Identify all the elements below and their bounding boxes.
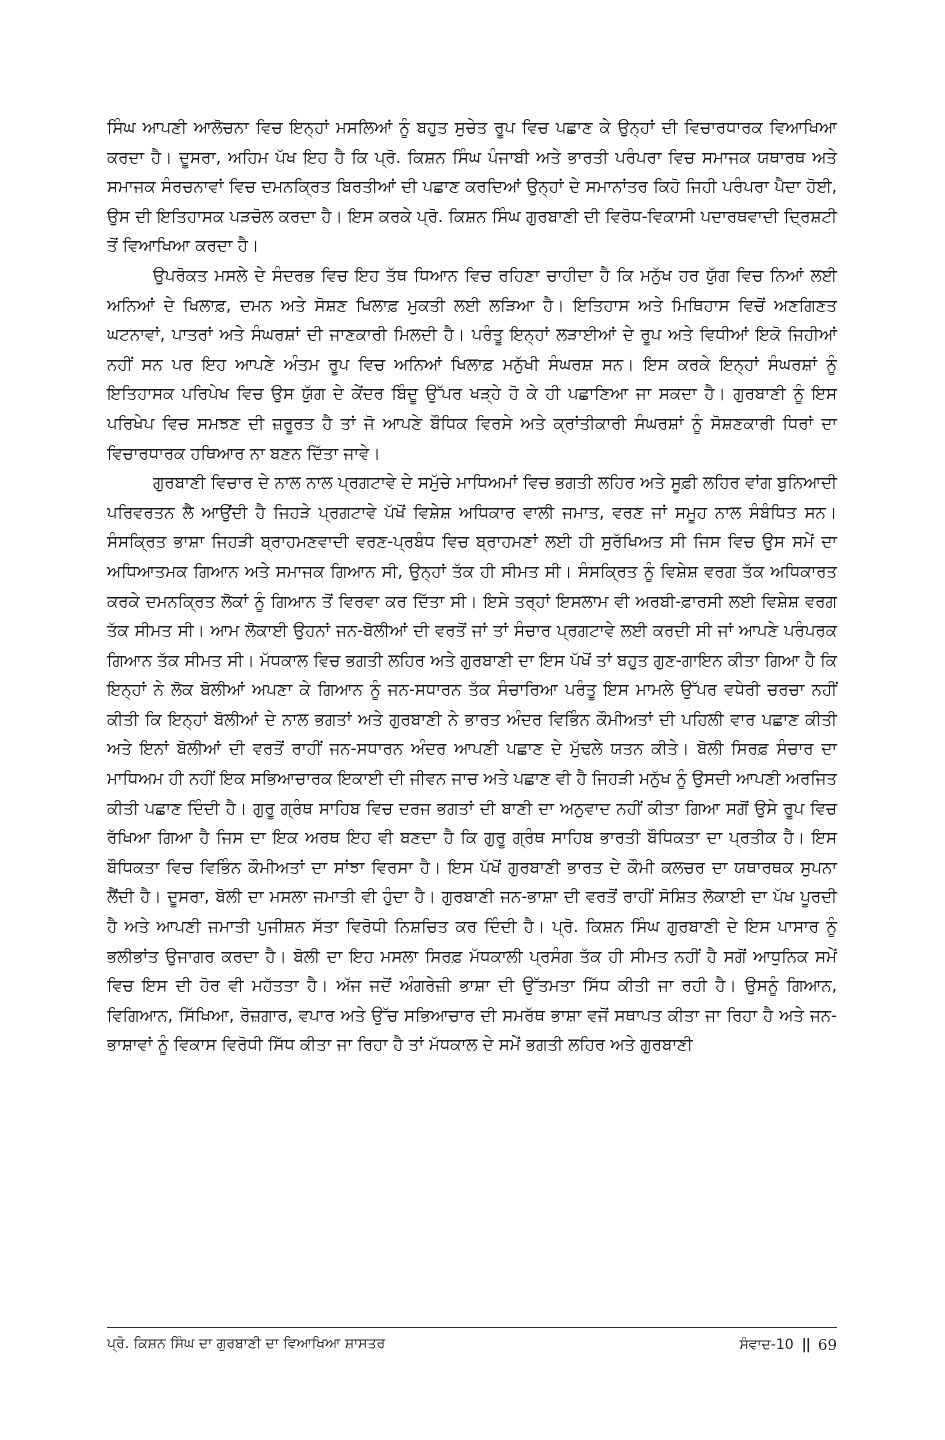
paragraph-2: ਉਪਰੋਕਤ ਮਸਲੇ ਦੇ ਸੰਦਰਭ ਵਿਚ ਇਹ ਤੱਥ ਧਿਆਨ ਵਿਚ ਰਹਿਣਾ ਚਾਹੀਦਾ ਹੈ ਕਿ ਮਨੁੱਖ ਹਰ ਯੁੱਗ ਵਿਚ ਨਿਆਂ ਲਈ ਅਨਿਆਂ ਦੇ ਖਿਲਾਫ਼, ਦਮਨ ਅਤੇ ਸੋਸ਼ਣ ਖਿਲਾਫ਼ ਮੁਕਤੀ ਲਈ ਲੜਿਆ ਹੈ। ਇਤਿਹਾਸ ਅਤੇ ਮਿਥਿਹਾਸ ਵਿਚੋਂ ਅਣਗਿਣਤ ਘਟਨਾਵਾਂ, ਪਾਤਰਾਂ ਅਤੇ ਸੰਘਰਸ਼ਾਂ ਦੀ ਜਾਣਕਾਰੀ ਮਿਲਦੀ ਹੈ। ਪਰੰਤੂ ਇਨ੍ਹਾਂ ਲੜਾਈਆਂ ਦੇ ਰੂਪ ਅਤੇ ਵਿਧੀਆਂ ਇਕੋ ਜਿਹੀਆਂ ਨਹੀਂ ਸਨ ਪਰ ਇਹ ਆਪਣੇ ਅੰਤਮ ਰੂਪ ਵਿਚ ਅਨਿਆਂ ਖਿਲਾਫ਼ ਮਨੁੱਖੀ ਸੰਘਰਸ਼ ਸਨ। ਇਸ ਕਰਕੇ ਇਨ੍ਹਾਂ ਸੰਘਰਸ਼ਾਂ ਨੂੰ ਇਤਿਹਾਸਕ ਪਰਿਪੇਖ ਵਿਚ ਉਸ ਯੁੱਗ ਦੇ ਕੇਂਦਰ ਬਿੰਦੂ ਉੱਪਰ ਖੜ੍ਹੇ ਹੋ ਕੇ ਹੀ ਪਛਾਣਿਆ ਜਾ ਸਕਦਾ ਹੈ। ਗੁਰਬਾਣੀ ਨੂੰ ਇਸ ਪਰਿਖੇਪ ਵਿਚ ਸਮਝਣ ਦੀ ਜ਼ਰੂਰਤ ਹੈ ਤਾਂ ਜੋ ਆਪਣੇ ਬੌਧਿਕ ਵਿਰਸੇ ਅਤੇ ਕ੍ਰਾਂਤੀਕਾਰੀ ਸੰਘਰਸ਼ਾਂ ਨੂੰ ਸੋਸ਼ਣਕਾਰੀ ਧਿਰਾਂ ਦਾ ਵਿਚਾਰਧਾਰਕ ਹਥਿਆਰ ਨਾ ਬਣਨ ਦਿੱਤਾ ਜਾਵੇ। [107, 265, 837, 463]
page-number: 69 [817, 1336, 837, 1354]
paragraph-1: ਸਿੰਘ ਆਪਣੀ ਆਲੋਚਨਾ ਵਿਚ ਇਨ੍ਹਾਂ ਮਸਲਿਆਂ ਨੂੰ ਬਹੁਤ ਸੁਚੇਤ ਰੂਪ ਵਿਚ ਪਛਾਣ ਕੇ ਉਨ੍ਹਾਂ ਦੀ ਵਿਚਾਰਧਾਰਕ ਵਿਆਖਿਆ ਕਰਦਾ ਹੈ। ਦੂਸਰਾ, ਅਹਿਮ ਪੱਖ ਇਹ ਹੈ ਕਿ ਪ੍ਰੋ. ਕਿਸ਼ਨ ਸਿੰਘ ਪੰਜਾਬੀ ਅਤੇ ਭਾਰਤੀ ਪਰੰਪਰਾ ਵਿਚ ਸਮਾਜਕ ਯਥਾਰਥ ਅਤੇ ਸਮਾਜਕ ਸੰਰਚਨਾਵਾਂ ਵਿਚ ਦਮਨਕ੍ਰਿਤ ਬਿਰਤੀਆਂ ਦੀ ਪਛਾਣ ਕਰਦਿਆਂ ਉਨ੍ਹਾਂ ਦੇ ਸਮਾਨਾਂਤਰ ਕਿਹੋ ਜਿਹੀ ਪਰੰਪਰਾ ਪੈਦਾ ਹੋਈ, ਉਸ ਦੀ ਇਤਿਹਾਸਕ ਪੜਚੋਲ ਕਰਦਾ ਹੈ। ਇਸ ਕਰਕੇ ਪ੍ਰੋ. ਕਿਸ਼ਨ ਸਿੰਘ ਗੁਰਬਾਣੀ ਦੀ ਵਿਰੋਧ-ਵਿਕਾਸੀ ਪਦਾਰਥਵਾਦੀ ਦ੍ਰਿਸ਼ਟੀ ਤੋਂ ਵਿਆਖਿਆ ਕਰਦਾ ਹੈ। [107, 118, 837, 256]
running-title: ਪ੍ਰੋ. ਕਿਸ਼ਨ ਸਿੰਘ ਦਾ ਗੁਰਬਾਣੀ ਦਾ ਵਿਆਖਿਆ ਸ਼ਾਸਤਰ [107, 1336, 386, 1352]
body-text [107, 113, 837, 1060]
footer-rule [107, 1327, 837, 1328]
page-footer [107, 1336, 837, 1360]
journal-name: ਸੰਵਾਦ-10 [739, 1337, 794, 1353]
footer-separator: || [801, 1337, 810, 1353]
footer-right-group [739, 1336, 837, 1354]
paragraph-3: ਗੁਰਬਾਣੀ ਵਿਚਾਰ ਦੇ ਨਾਲ ਨਾਲ ਪ੍ਰਗਟਾਵੇ ਦੇ ਸਮੁੱਚੇ ਮਾਧਿਅਮਾਂ ਵਿਚ ਭਗਤੀ ਲਹਿਰ ਅਤੇ ਸੂਫ਼ੀ ਲਹਿਰ ਵਾਂਗ ਬੁਨਿਆਦੀ ਪਰਿਵਰਤਨ ਲੈ ਆਉਂਦੀ ਹੈ ਜਿਹੜੇ ਪ੍ਰਗਟਾਵੇ ਪੱਖੋਂ ਵਿਸ਼ੇਸ਼ ਅਧਿਕਾਰ ਵਾਲੀ ਜਮਾਤ, ਵਰਣ ਜਾਂ ਸਮੂਹ ਨਾਲ ਸੰਬੰਧਿਤ ਸਨ। ਸੰਸਕ੍ਰਿਤ ਭਾਸ਼ਾ ਜਿਹੜੀ ਬ੍ਰਾਹਮਣਵਾਦੀ ਵਰਣ-ਪ੍ਰਬੰਧ ਵਿਚ ਬ੍ਰਾਹਮਣਾਂ ਲਈ ਹੀ ਸੁਰੱਖਿਅਤ ਸੀ ਜਿਸ ਵਿਚ ਉਸ ਸਮੇਂ ਦਾ ਅਧਿਆਤਮਕ ਗਿਆਨ ਅਤੇ ਸਮਾਜਕ ਗਿਆਨ ਸੀ, ਉਨ੍ਹਾਂ ਤੱਕ ਹੀ ਸੀਮਤ ਸੀ। ਸੰਸਕ੍ਰਿਤ ਨੂੰ ਵਿਸ਼ੇਸ਼ ਵਰਗ ਤੱਕ ਅਧਿਕਾਰਤ ਕਰਕੇ ਦਮਨਕ੍ਰਿਤ ਲੋਕਾਂ ਨੂੰ ਗਿਆਨ ਤੋਂ ਵਿਰਵਾ ਕਰ ਦਿੱਤਾ ਸੀ। ਇਸੇ ਤਰ੍ਹਾਂ ਇਸਲਾਮ ਵੀ ਅਰਬੀ-ਫ਼ਾਰਸੀ ਲਈ ਵਿਸ਼ੇਸ਼ ਵਰਗ ਤੱਕ ਸੀਮਤ ਸੀ। ਆਮ ਲੋਕਾਈ ਉਹਨਾਂ ਜਨ-ਬੋਲੀਆਂ ਦੀ ਵਰਤੋਂ ਜਾਂ ਤਾਂ ਸੰਚਾਰ ਪ੍ਰਗਟਾਵੇ ਲਈ ਕਰਦੀ ਸੀ ਜਾਂ ਆਪਣੇ ਪਰੰਪਰਕ ਗਿਆਨ ਤੱਕ ਸੀਮਤ ਸੀ। ਮੱਧਕਾਲ ਵਿਚ ਭਗਤੀ ਲਹਿਰ ਅਤੇ ਗੁਰਬਾਣੀ ਦਾ ਇਸ ਪੱਖੋਂ ਤਾਂ ਬਹੁਤ ਗੁਣ-ਗਾਇਨ ਕੀਤਾ ਗਿਆ ਹੈ ਕਿ ਇਨ੍ਹਾਂ ਨੇ ਲੋਕ ਬੋਲੀਆਂ ਅਪਣਾ ਕੇ ਗਿਆਨ ਨੂੰ ਜਨ-ਸਧਾਰਨ ਤੱਕ ਸੰਚਾਰਿਆ ਪਰੰਤੂ ਇਸ ਮਾਮਲੇ ਉੱਪਰ ਵਧੇਰੀ ਚਰਚਾ ਨਹੀਂ ਕੀਤੀ ਕਿ ਇਨ੍ਹਾਂ ਬੋਲੀਆਂ ਦੇ ਨਾਲ ਭਗਤਾਂ ਅਤੇ ਗੁਰਬਾਣੀ ਨੇ ਭਾਰਤ ਅੰਦਰ ਵਿਭਿੰਨ ਕੌਮੀਅਤਾਂ ਦੀ ਪਹਿਲੀ ਵਾਰ ਪਛਾਣ ਕੀਤੀ ਅਤੇ ਇਨਾਂ ਬੋਲੀਆਂ ਦੀ ਵਰਤੋਂ ਰਾਹੀਂ ਜਨ-ਸਧਾਰਨ ਅੰਦਰ ਆਪਣੀ ਪਛਾਣ ਦੇ ਮੁੱਢਲੇ ਯਤਨ ਕੀਤੇ। ਬੋਲੀ ਸਿਰਫ਼ ਸੰਚਾਰ ਦਾ ਮਾਧਿਅਮ ਹੀ ਨਹੀਂ ਇਕ ਸਭਿਆਚਾਰਕ ਇਕਾਈ ਦੀ ਜੀਵਨ ਜਾਚ ਅਤੇ ਪਛਾਣ ਵੀ ਹੈ ਜਿਹੜੀ ਮਨੁੱਖ ਨੂੰ ਉਸਦੀ ਆਪਣੀ ਅਰਜਿਤ ਕੀਤੀ ਪਛਾਣ ਦਿੰਦੀ ਹੈ। ਗੁਰੂ ਗ੍ਰੰਥ ਸਾਹਿਬ ਵਿਚ ਦਰਜ ਭਗਤਾਂ ਦੀ ਬਾਣੀ ਦਾ ਅਨੁਵਾਦ ਨਹੀਂ ਕੀਤਾ ਗਿਆ ਸਗੋਂ ਉਸੇ ਰੂਪ ਵਿਚ ਰੱਖਿਆ ਗਿਆ ਹੈ ਜਿਸ ਦਾ ਇਕ ਅਰਥ ਇਹ ਵੀ ਬਣਦਾ ਹੈ ਕਿ ਗੁਰੂ ਗ੍ਰੰਥ ਸਾਹਿਬ ਭਾਰਤੀ ਬੌਧਿਕਤਾ ਦਾ ਪ੍ਰਤੀਕ ਹੈ। ਇਸ ਬੌਧਿਕਤਾ ਵਿਚ ਵਿਭਿੰਨ ਕੌਮੀਅਤਾਂ ਦਾ ਸਾਂਝਾ ਵਿਰਸਾ ਹੈ। ਇਸ ਪੱਖੋਂ ਗੁਰਬਾਣੀ ਭਾਰਤ ਦੇ ਕੌਮੀ ਕਲਚਰ ਦਾ ਯਥਾਰਥਕ ਸੁਪਨਾ ਲੈਂਦੀ ਹੈ। ਦੂਸਰਾ, ਬੋਲੀ ਦਾ ਮਸਲਾ ਜਮਾਤੀ ਵੀ ਹੁੰਦਾ ਹੈ। ਗੁਰਬਾਣੀ ਜਨ-ਭਾਸ਼ਾ ਦੀ ਵਰਤੋਂ ਰਾਹੀਂ ਸੋਸ਼ਿਤ ਲੋਕਾਈ ਦਾ ਪੱਖ ਪੂਰਦੀ ਹੈ ਅਤੇ ਆਪਣੀ ਜਮਾਤੀ ਪੁਜੀਸ਼ਨ ਸੱਤਾ ਵਿਰੋਧੀ ਨਿਸ਼ਚਿਤ ਕਰ ਦਿੰਦੀ ਹੈ। ਪ੍ਰੋ. ਕਿਸ਼ਨ ਸਿੰਘ ਗੁਰਬਾਣੀ ਦੇ ਇਸ ਪਾਸਾਰ ਨੂੰ ਭਲੀਭਾਂਤ ਉਜਾਗਰ ਕਰਦਾ ਹੈ। ਬੋਲੀ ਦਾ ਇਹ ਮਸਲਾ ਸਿਰਫ਼ ਮੱਧਕਾਲੀ ਪ੍ਰਸੰਗ ਤੱਕ ਹੀ ਸੀਮਤ ਨਹੀਂ ਹੈ ਸਗੋਂ ਆਧੁਨਿਕ ਸਮੇਂ ਵਿਚ ਇਸ ਦੀ ਹੋਰ ਵੀ ਮਹੱਤਤਾ ਹੈ। ਅੱਜ ਜਦੋਂ ਅੰਗਰੇਜ਼ੀ ਭਾਸ਼ਾ ਦੀ ਉੱਤਮਤਾ ਸਿੱਧ ਕੀਤੀ ਜਾ ਰਹੀ ਹੈ। ਉਸਨੂੰ ਗਿਆਨ, ਵਿਗਿਆਨ, ਸਿੱਖਿਆ, ਰੋਜ਼ਗਾਰ, ਵਪਾਰ ਅਤੇ ਉੱਚ ਸਭਿਆਚਾਰ ਦੀ ਸਮਰੱਥ ਭਾਸ਼ਾ ਵਜੋਂ ਸਥਾਪਤ ਕੀਤਾ ਜਾ ਰਿਹਾ ਹੈ ਅਤੇ ਜਨ-ਭਾਸ਼ਾਵਾਂ ਨੂੰ ਵਿਕਾਸ ਵਿਰੋਧੀ ਸਿੱਧ ਕੀਤਾ ਜਾ ਰਿਹਾ ਹੈ ਤਾਂ ਮੱਧਕਾਲ ਦੇ ਸਮੇਂ ਭਗਤੀ ਲਹਿਰ ਅਤੇ ਗੁਰਬਾਣੀ [107, 473, 837, 1055]
